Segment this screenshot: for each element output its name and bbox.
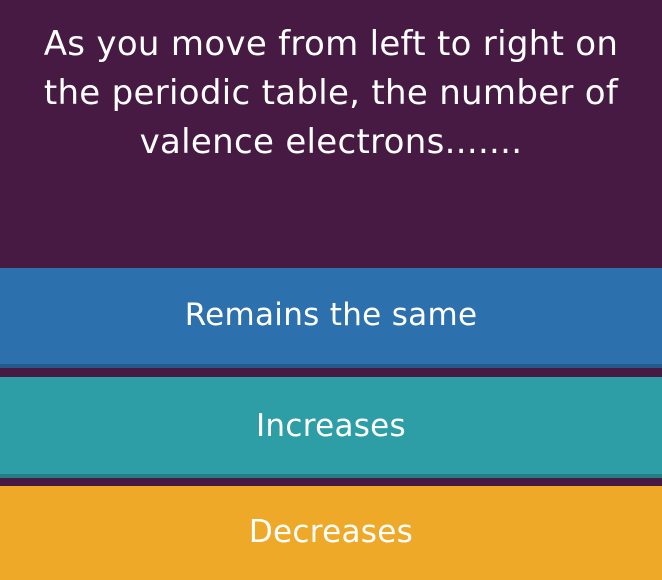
answer-option-decreases[interactable] [0,486,662,580]
answer-option-label: Remains the same [184,297,478,333]
answer-option-increases[interactable] [0,377,662,478]
question-text: As you move from left to right on the periodic table, the number of valence electrons....... [43,24,619,162]
answer-option-label: Decreases [248,514,414,550]
answer-option-remains-the-same[interactable] [0,268,662,368]
question-panel [0,0,662,268]
answer-option-label: Increases [255,407,407,444]
